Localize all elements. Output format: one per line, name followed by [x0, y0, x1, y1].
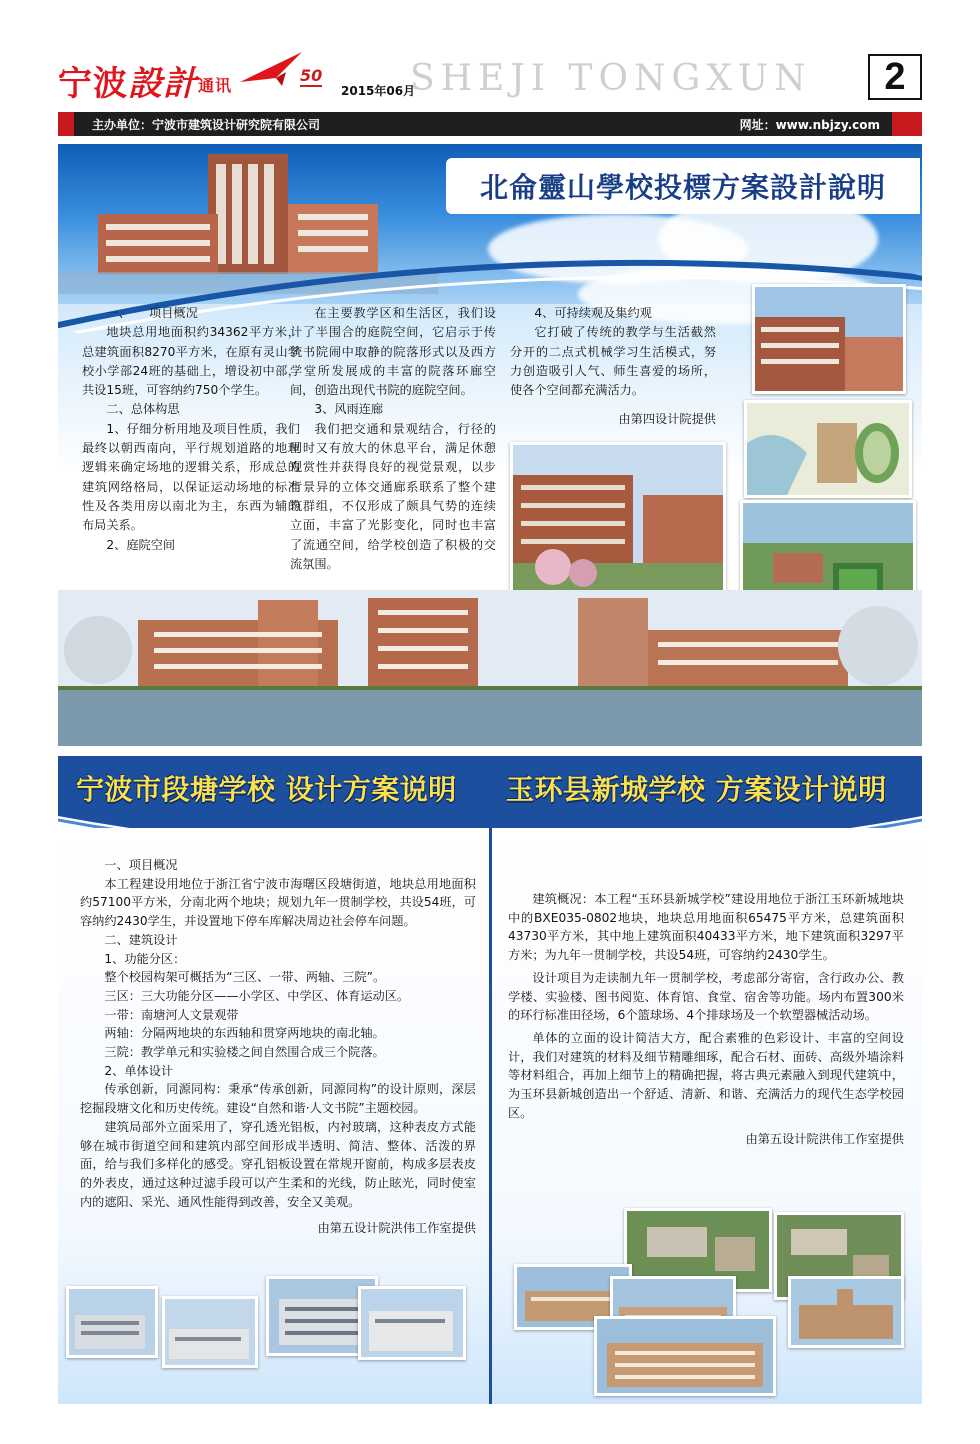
- paragraph: 传承创新，同源同构：秉承“传承创新，同源同构”的设计原则，深层挖掘段塘文化和历史传统。建设“自然和谐·人文书院”主题校园。: [80, 1082, 476, 1116]
- paragraph: 三区：三大功能分区——小学区、中学区、体育运动区。: [104, 988, 410, 1003]
- paragraph: 建筑概况：本工程“玉环县新城学校”建设用地位于浙江玉环新城地块中的BXE035-0802地块，地块总用地面积65475平方米，总建筑面积43730平方米，其中地上建筑面积40433平方米，地下建筑面积3297平方米；为九年一贯制学校，共设54班，可容纳约2430学生。: [508, 892, 904, 963]
- courtyard-photo: [510, 442, 726, 596]
- paragraph: 一、 项目概况: [106, 306, 198, 320]
- newspaper-logo: 宁波設計通讯: [58, 64, 233, 104]
- page-number: 2: [868, 54, 922, 100]
- anniversary-mark: 50: [300, 66, 323, 85]
- paragraph: 2、庭院空间: [106, 537, 176, 552]
- banner-title-yuhuan: 玉环县新城学校 方案设计说明: [506, 773, 887, 806]
- paragraph: 1、仔细分析用地及项目性质，我们最终以朝西南向，平行规划道路的地理逻辑来确定场地的逻辑关系，形成总的建筑网络格局，以保证运动场地的标准性及各类用房以南北为主，东西为辅的布局关系。: [82, 421, 300, 533]
- paragraph: 一带：南塘河人文景观带: [104, 1007, 239, 1022]
- bar-accent-right: [892, 112, 922, 136]
- article-title: 北侖靈山學校投標方案設計說明: [479, 171, 886, 204]
- paragraph: 它打破了传统的教学与生活截然分开的二点式机械学习生活模式，努力创造吸引人气、师生喜爱的场所，使各个空间都充满活力。: [510, 325, 716, 398]
- paragraph: 二、总体构思: [106, 402, 180, 417]
- website-address: 网址：www.nbjzy.com: [739, 118, 880, 132]
- issue-date: 2015年06月: [341, 84, 416, 98]
- site-plan-photo: [744, 400, 912, 498]
- article-column-2: [290, 304, 496, 574]
- article-title-box: [446, 158, 920, 214]
- yuhuan-building-photo: [788, 1276, 904, 1348]
- building-photo: [752, 284, 906, 394]
- paragraph: 三院：教学单元和实验楼之间自然围合成三个院落。: [104, 1045, 385, 1060]
- article-lingshan: [58, 144, 922, 746]
- photo-credit: 由第五设计院洪伟工作室提供: [317, 1221, 476, 1236]
- photo-credit: 由第四设计院提供: [618, 412, 716, 427]
- paragraph: 单体的立面的设计简洁大方，配合素雅的色彩设计、丰富的空间设计，我们对建筑的材料及细节精雕细琢，配合石材、面砖、高级外墙涂料等材料组合，再加上细节上的精确把握，将古典元素融入到现代建筑中，为玉环县新城创造出一个舒适、清新、和谐、充满活力的现代生态学校园区。: [508, 1030, 904, 1120]
- masthead-pinyin: SHEJI TONGXUN: [410, 58, 812, 99]
- yuhuan-text: [508, 890, 904, 1149]
- paragraph: 建筑局部外立面采用了，穿孔透光铝板，内衬玻璃，这种表皮方式能够在城市街道空间和建筑内部空间形成半透明、简洁、整体、活泼的界面，给与我们多样化的感受。穿孔铝板设置在常规开窗前，构成多层表皮的外表皮，通过这种过滤手段可以产生柔和的光线，防止眩光，同时使室内的遮阳、采光、通风性能得到改善，安全又美观。: [80, 1119, 476, 1209]
- masthead: [58, 48, 922, 112]
- photo-credit: 由第五设计院洪伟工作室提供: [745, 1132, 904, 1147]
- paragraph: 在主要教学区和生活区，我们设计了半围合的庭院空间，它启示于传统书院闹中取静的院落形式以及西方学堂所发展成的丰富的院落环廊空间，创造出现代书院的庭院空间。: [290, 306, 496, 398]
- duantang-photo: [162, 1296, 258, 1368]
- paragraph: 本工程建设用地位于浙江省宁波市海曙区段塘街道，地块总用地面积约57100平方米，分南北两个地块；规划九年一贯制学校，共设54班，可容纳约2430学生，并设置地下停车库解决周边社会停车问题。: [80, 876, 476, 929]
- lower-articles: [58, 756, 922, 1404]
- publisher-bar: [58, 112, 922, 136]
- banner-title-duantang: 宁波市段塘学校 设计方案说明: [76, 773, 457, 806]
- paragraph: 地块总用地面积约34362平方米，总建筑面积8270平方米，在原有灵山学校小学部24班的基础上，增设初中部，共设15班，可容纳约750个学生。: [82, 325, 300, 398]
- paper-plane-icon: [236, 48, 306, 88]
- column-divider: [489, 756, 492, 1404]
- bar-accent-left: [58, 112, 74, 136]
- paragraph: 1、功能分区：: [104, 951, 186, 966]
- article-column-1: [82, 304, 300, 555]
- duantang-text: [80, 856, 476, 1238]
- paragraph: 2、单体设计: [104, 1063, 174, 1078]
- paragraph: 二、建筑设计: [104, 932, 178, 947]
- paragraph: 一、项目概况: [104, 858, 178, 872]
- paragraph: 我们把交通和景观结合，行径的同时又有放大的休息平台，满足休憩观赏性并获得良好的视觉景观，以步行景异的立体交通廊系联系了整个建筑群组，不仅形成了颇具气势的连续立面，丰富了光影变化，同时也丰富了流通空间，给学校创造了积极的交流氛围。: [290, 421, 496, 571]
- duantang-photo: [358, 1286, 466, 1360]
- paragraph: 两轴：分隔两地块的东西轴和贯穿两地块的南北轴。: [104, 1026, 385, 1041]
- paragraph: 设计项目为走读制九年一贯制学校，考虑部分寄宿，含行政办公、教学楼、实验楼、图书阅览、体育馆、食堂、宿舍等功能。场内布置300米的环行标准田径场，6个篮球场、4个排球场及一个软塑器械活动场。: [508, 970, 904, 1023]
- article-column-3: [510, 304, 716, 430]
- duantang-photo: [66, 1286, 158, 1358]
- paragraph: 3、风雨连廊: [314, 402, 384, 417]
- yuhuan-building-photo: [594, 1316, 776, 1396]
- campus-panorama: [58, 590, 922, 746]
- host-organization: 主办单位：宁波市建筑设计研究院有限公司: [92, 118, 321, 132]
- paragraph: 4、可持续观及集约观: [534, 306, 652, 320]
- paragraph: 整个校园构架可概括为“三区、一带、两轴、三院”。: [104, 970, 386, 985]
